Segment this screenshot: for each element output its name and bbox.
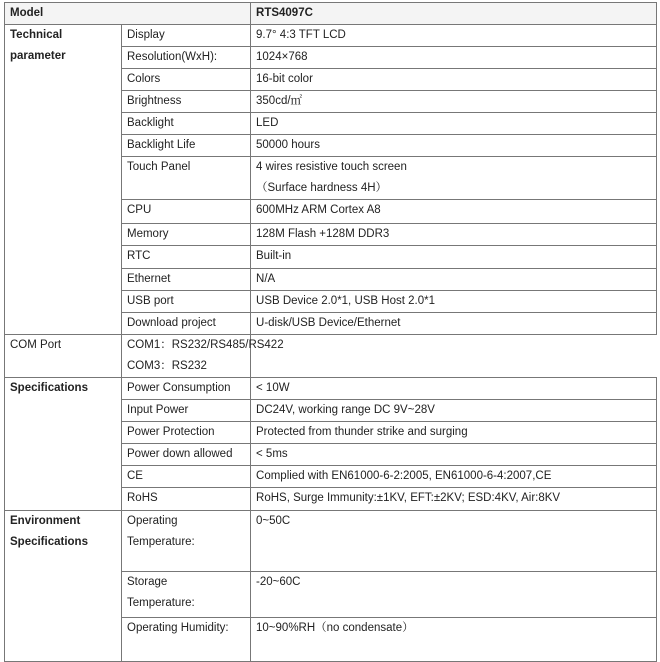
row-label-display: Display (122, 25, 251, 47)
row-label-brightness: Brightness (122, 91, 251, 113)
row-label-storage-temperature: Storage Temperature: (122, 572, 251, 618)
row-value-backlight-life: 50000 hours (251, 135, 657, 157)
row-value-operating-temperature: 0~50C (251, 511, 657, 572)
row-value-ethernet: N/A (251, 269, 657, 291)
row-value-power-down: < 5ms (251, 444, 657, 466)
table-row (5, 25, 657, 47)
row-label-power-protection: Power Protection (122, 422, 251, 444)
row-value-usb-port: USB Device 2.0*1, USB Host 2.0*1 (251, 291, 657, 313)
row-label-touch-panel: Touch Panel (122, 157, 251, 200)
row-value-rohs: RoHS, Surge Immunity:±1KV, EFT:±2KV; ESD:4KV, Air:8KV (251, 488, 657, 511)
row-label-ce: CE (122, 466, 251, 488)
row-value-display: 9.7° 4:3 TFT LCD (251, 25, 657, 47)
model-row (5, 3, 657, 25)
row-value-rtc: Built-in (251, 246, 657, 269)
row-value-resolution: 1024×768 (251, 47, 657, 69)
row-value-ce: Complied with EN61000-6-2:2005, EN61000-6-4:2007,CE (251, 466, 657, 488)
table-row (5, 335, 657, 378)
row-value-input-power: DC24V, working range DC 9V~28V (251, 400, 657, 422)
row-label-memory: Memory (122, 224, 251, 246)
row-label-com-port: COM Port (5, 335, 122, 378)
row-value-backlight: LED (251, 113, 657, 135)
table-row (5, 378, 657, 400)
section-technical-parameter: Technical parameter (5, 25, 122, 335)
row-label-input-power: Input Power (122, 400, 251, 422)
row-label-colors: Colors (122, 69, 251, 91)
row-value-cpu: 600MHz ARM Cortex A8 (251, 200, 657, 224)
row-label-backlight: Backlight (122, 113, 251, 135)
row-label-operating-humidity: Operating Humidity: (122, 618, 251, 662)
row-label-power-consumption: Power Consumption (122, 378, 251, 400)
row-value-power-consumption: < 10W (251, 378, 657, 400)
row-label-usb-port: USB port (122, 291, 251, 313)
row-label-rtc: RTC (122, 246, 251, 269)
row-label-download-project: Download project (122, 313, 251, 335)
model-value: RTS4097C (251, 3, 657, 25)
row-label-backlight-life: Backlight Life (122, 135, 251, 157)
row-label-rohs: RoHS (122, 488, 251, 511)
row-value-brightness: 350cd/㎡ (251, 91, 657, 113)
row-label-operating-temperature: Operating Temperature: (122, 511, 251, 572)
section-environment-specifications: Environment Specifications (5, 511, 122, 662)
row-value-touch-panel: 4 wires resistive touch screen （Surface hardness 4H） (251, 157, 657, 200)
row-value-com-port: COM1：RS232/RS485/RS422 COM3：RS232 (122, 335, 251, 378)
spec-table (4, 2, 657, 662)
row-label-resolution: Resolution(WxH): (122, 47, 251, 69)
table-row (5, 511, 657, 572)
row-value-operating-humidity: 10~90%RH（no condensate） (251, 618, 657, 662)
row-value-memory: 128M Flash +128M DDR3 (251, 224, 657, 246)
section-specifications: Specifications (5, 378, 122, 511)
row-label-cpu: CPU (122, 200, 251, 224)
row-value-power-protection: Protected from thunder strike and surging (251, 422, 657, 444)
row-label-ethernet: Ethernet (122, 269, 251, 291)
row-label-power-down: Power down allowed (122, 444, 251, 466)
row-value-colors: 16-bit color (251, 69, 657, 91)
row-value-download-project: U-disk/USB Device/Ethernet (251, 313, 657, 335)
row-value-storage-temperature: -20~60C (251, 572, 657, 618)
model-label: Model (5, 3, 251, 25)
